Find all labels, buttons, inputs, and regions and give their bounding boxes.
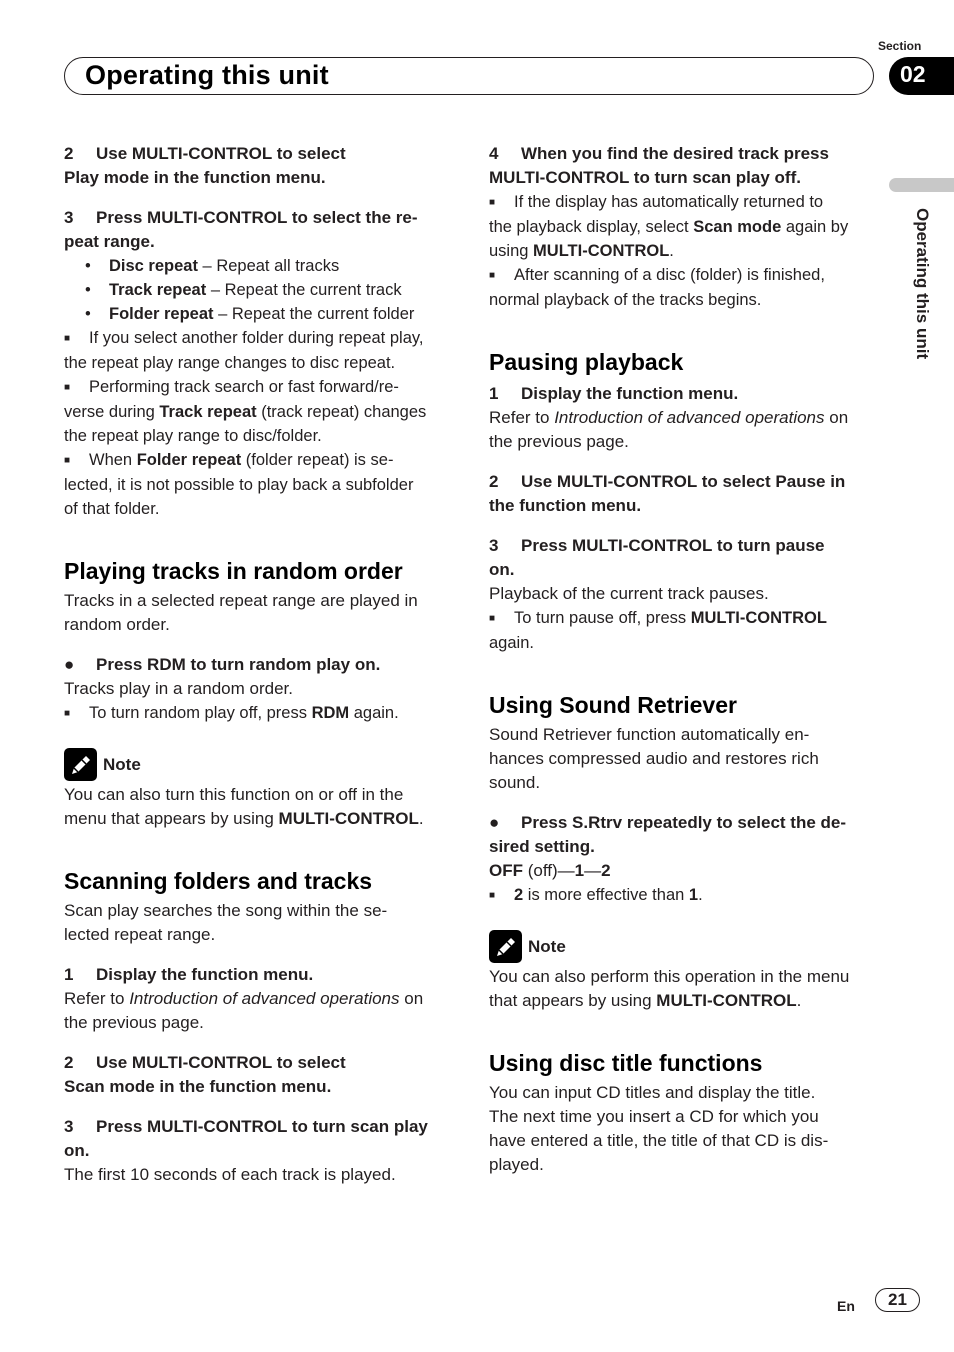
section-heading: Scanning folders and tracks <box>64 868 373 894</box>
note-item: ■ To turn random play off, press RDM again. <box>64 704 399 722</box>
note-title: Note <box>528 936 566 956</box>
note-item: ■ When Folder repeat (folder repeat) is se- lected, it is not possible to play back a subfolder of that folder. <box>64 451 414 518</box>
header-bar <box>64 57 874 95</box>
language-label: En <box>837 1298 855 1314</box>
paragraph: The first 10 seconds of each track is played. <box>64 1165 396 1184</box>
list-item: • Track repeat – Repeat the current track <box>85 281 402 299</box>
step-heading: 3 Press MULTI-CONTROL to turn pause on. <box>489 536 825 579</box>
repeat-options-list <box>64 254 452 326</box>
paragraph: Tracks play in a random order. <box>64 679 293 698</box>
page-title: Operating this unit <box>85 60 329 90</box>
section-heading: Using disc title functions <box>489 1050 763 1076</box>
page-number: 21 <box>875 1288 920 1312</box>
note-item: ■ After scanning of a disc (folder) is finished, normal playback of the tracks begins. <box>489 266 825 309</box>
note-box <box>489 930 877 963</box>
note-pencil-icon <box>489 930 522 963</box>
section-heading: Playing tracks in random order <box>64 558 403 584</box>
step-heading: 2 Use MULTI-CONTROL to select Play mode in the function menu. <box>64 144 346 187</box>
note-item: ■ 2 is more effective than 1. <box>489 886 703 904</box>
setting-sequence: OFF (off)—1—2 <box>489 861 611 880</box>
note-item: ■ If you select another folder during repeat play, the repeat play range changes to disc repeat. <box>64 329 424 372</box>
side-label: Operating this unit <box>913 208 932 360</box>
paragraph: Scan play searches the song within the se- lected repeat range. <box>64 901 388 944</box>
side-tab-marker <box>889 178 954 192</box>
list-item: • Folder repeat – Repeat the current folder <box>85 305 415 323</box>
step-heading: 2 Use MULTI-CONTROL to select Pause in the function menu. <box>489 472 846 515</box>
paragraph: Refer to Introduction of advanced operations on the previous page. <box>64 989 424 1032</box>
note-text: You can also turn this function on or off in the menu that appears by using MULTI-CONTROL. <box>64 785 424 828</box>
note-pencil-icon <box>64 748 97 781</box>
step-heading: 3 Press MULTI-CONTROL to turn scan play on. <box>64 1117 428 1160</box>
step-heading: 1 Display the function menu. <box>64 965 314 984</box>
section-number-badge: 02 <box>889 57 954 95</box>
section-heading: Using Sound Retriever <box>489 692 737 718</box>
paragraph: Sound Retriever function automatically en- hances compressed audio and restores rich sound. <box>489 725 819 792</box>
note-title: Note <box>103 754 141 774</box>
paragraph: Tracks in a selected repeat range are played in random order. <box>64 591 418 634</box>
left-column <box>64 142 452 1187</box>
section-heading: Pausing playback <box>489 349 684 375</box>
step-heading: 4 When you find the desired track press MULTI-CONTROL to turn scan play off. <box>489 144 829 187</box>
step-heading: ● Press RDM to turn random play on. <box>64 655 381 674</box>
note-item: ■ If the display has automatically returned to the playback display, select Scan mode again by using MULTI-CONTROL. <box>489 193 849 260</box>
step-heading: 2 Use MULTI-CONTROL to select Scan mode in the function menu. <box>64 1053 346 1096</box>
list-item: • Disc repeat – Repeat all tracks <box>85 257 340 275</box>
note-text: You can also perform this operation in the menu that appears by using MULTI-CONTROL. <box>489 967 850 1010</box>
step-heading: 1 Display the function menu. <box>489 384 739 403</box>
paragraph: Refer to Introduction of advanced operations on the previous page. <box>489 408 849 451</box>
right-column <box>489 142 877 1177</box>
paragraph: Playback of the current track pauses. <box>489 584 769 603</box>
note-item: ■ Performing track search or fast forward/re- verse during Track repeat (track repeat) changes the repeat play range to disc/folder. <box>64 378 427 445</box>
note-item: ■ To turn pause off, press MULTI-CONTROL again. <box>489 609 827 652</box>
step-heading: 3 Press MULTI-CONTROL to select the re- peat range. <box>64 208 418 251</box>
paragraph: You can input CD titles and display the title. The next time you insert a CD for which you have entered a title, the title of that CD is dis- played. <box>489 1083 829 1174</box>
note-box <box>64 748 452 781</box>
step-heading: ● Press S.Rtrv repeatedly to select the de- sired setting. <box>489 813 847 856</box>
section-label: Section <box>878 39 922 53</box>
